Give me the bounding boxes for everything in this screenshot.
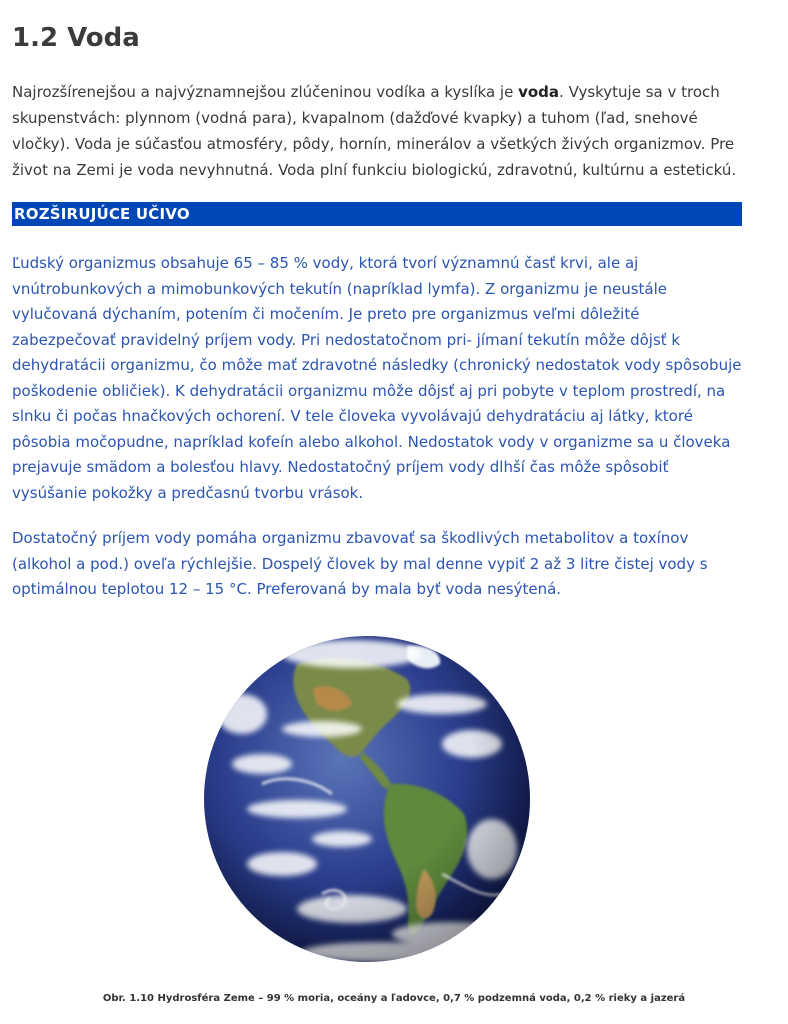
page-title: 1.2 Voda bbox=[12, 23, 140, 53]
figure-caption: Obr. 1.10 Hydrosféra Zeme – 99 % moria, oceány a ľadovce, 0,7 % podzemná voda, 0,2 % rieky a jazerá bbox=[102, 993, 686, 1004]
earth-globe-image bbox=[202, 634, 532, 964]
intro-text-end: . Vyskytuje sa v troch skupenstvách: plynnom (vodná para), kvapalnom (dažďové kvapky) a tuhom (ľad, snehové vločky). Voda je súčasťou atmosféry, pôdy, hornín, minerálov a všetkých živých organizmov. Pre život na Zemi je voda nevyhnutná. Voda plní funkciu biologickú, zdravotnú, kultúrnu a estetickú. bbox=[12, 83, 737, 179]
section-banner: ROZŠIRUJÚCE UČIVO bbox=[12, 202, 742, 226]
extended-paragraph-1: Ľudský organizmus obsahuje 65 – 85 % vody, ktorá tvorí významnú časť krvi, ale aj vnútrobunkových a mimobunkových tekutín (napríklad lymfa). Z organizmu je neustále vylučovaná dýchaním, potením či močením. Je preto pre organizmus veľmi dôležité zabezpečovať pravidelný príjem vody. Pri nedostatočnom pri- jímaní tekutín môže dôjsť k dehydratácii organizmu, čo môže mať zdravotné následky (chronický nedostatok vody spôsobuje poškodenie obličiek). K dehydratácii organizmu môže dôjsť aj pri pobyte v teplom prostredí, na slnku či počas hnačkových ochorení. V tele človeka vyvolávajú dehydratáciu aj látky, ktoré pôsobia močopudne, napríklad kofeín alebo alkohol. Nedostatok vody v organizme sa u človeka prejavuje smädom a bolesťou hlavy. Nedostatočný príjem vody dlhší čas môže spôsobiť vysúšanie pokožky a predčasnú tvorbu vrások. bbox=[12, 254, 742, 502]
intro-text-start: Najrozšírenejšou a najvýznamnejšou zlúčeninou vodíka a kyslíka je bbox=[12, 83, 519, 101]
intro-paragraph bbox=[12, 79, 742, 183]
earth-globe-svg bbox=[202, 634, 532, 964]
intro-bold-word: voda bbox=[518, 83, 560, 101]
extended-paragraph-2: Dostatočný príjem vody pomáha organizmu zbavovať sa škodlivých metabolitov a toxínov (alkohol a pod.) oveľa rýchlejšie. Dospelý človek by mal denne vypiť 2 až 3 litre čistej vody s optimálnou teplotou 12 – 15 °C. Preferovaná by mala byť voda nesýtená. bbox=[12, 529, 708, 598]
